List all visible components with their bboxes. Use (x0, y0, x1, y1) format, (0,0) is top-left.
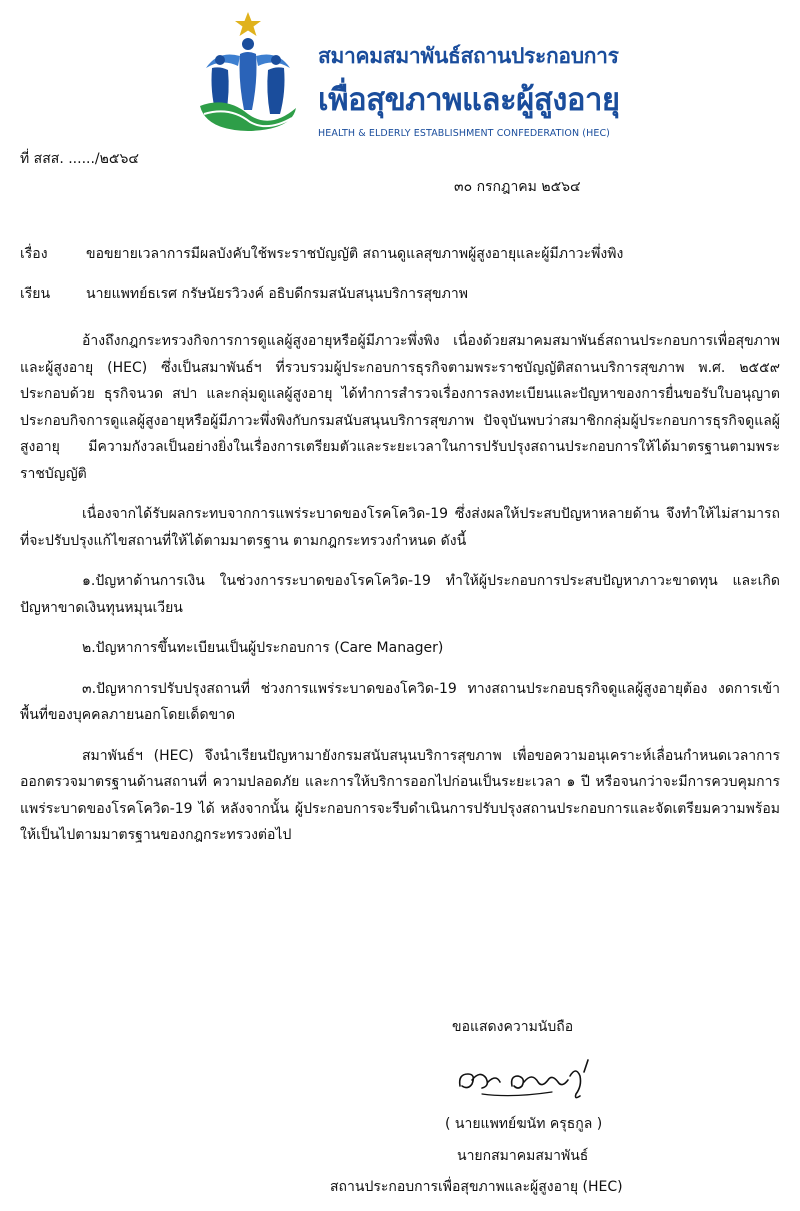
paragraph: ๓.ปัญหาการปรับปรุงสถานที่ ช่วงการแพร่ระบาดของโควิด-19 ทางสถานประกอบธุรกิจดูแลผู้สูงอายุต้อง งดการเข้าพื้นที่ของบุคคลภายนอกโดยเด็ดขาด (20, 680, 780, 723)
recipient-row (20, 284, 468, 304)
org-name-thai-line2: เพื่อสุขภาพและผู้สูงอายุ (318, 82, 620, 118)
org-name-thai-line1: สมาคมสมาพันธ์สถานประกอบการ (318, 44, 619, 68)
org-name-english: HEALTH & ELDERLY ESTABLISHMENT CONFEDERATION (HEC) (318, 128, 610, 139)
recipient-label: เรียน (20, 286, 51, 302)
letter-body (20, 328, 780, 863)
subject-text: ขอขยายเวลาการมีผลบังคับใช้พระราชบัญญัติ สถานดูแลสุขภาพผู้สูงอายุและผู้มีภาวะพึ่งพิง (86, 246, 624, 262)
paragraph: ๑.ปัญหาด้านการเงิน ในช่วงการระบาดของโรคโควิด-19 ทำให้ผู้ประกอบการประสบปัญหาภาวะขาดทุน และเกิดปัญหาขาดเงินทุนหมุนเวียน (20, 573, 780, 616)
subject-row (20, 244, 623, 264)
letter-date: ๓๐ กรกฎาคม ๒๕๖๔ (454, 179, 581, 195)
paragraph: ๒.ปัญหาการขึ้นทะเบียนเป็นผู้ประกอบการ (Care Manager) (82, 640, 444, 656)
paragraph: สมาพันธ์ฯ (HEC) จึงนำเรียนปัญหามายังกรมสนับสนุนบริการสุขภาพ เพื่อขอความอนุเคราะห์เลื่อนกำหนดเวลาการออกตรวจมาตรฐานด้านสถานที่ ความปลอดภัย และการให้บริการออกไปก่อนเป็นระยะเวลา ๑ ปี หรือจนกว่าจะมีการควบคุมการแพร่ระบาดของโรคโควิด-19 ได้ หลังจากนั้น ผู้ประกอบการจะรีบดำเนินการปรับปรุงสถานประกอบการและจัดเตรียมความพร้อมให้เป็นไปตามมาตรฐานของกฎกระทรวงต่อไป (20, 747, 780, 843)
paragraph: เนื่องจากได้รับผลกระทบจากการแพร่ระบาดของโรคโควิด-19 ซึ่งส่งผลให้ประสบปัญหาหลายด้าน จึงทำให้ไม่สามารถที่จะปรับปรุงแก้ไขสถานที่ให้ได้ตามมาตรฐาน ตามกฎกระทรวงกำหนด ดังนี้ (20, 506, 780, 549)
signer-name: ( นายแพทย์ฆนัท ครุธกูล ) (445, 1116, 603, 1132)
signer-position-line1: นายกสมาคมสมาพันธ์ (457, 1148, 589, 1164)
recipient-text: นายแพทย์ธเรศ กรัษนัยรวิวงค์ อธิบดีกรมสนับสนุนบริการสุขภาพ (86, 286, 468, 302)
handwritten-signature-icon (452, 1052, 612, 1104)
paragraph: อ้างถึงกฎกระทรวงกิจการการดูแลผู้สูงอายุหรือผู้มีภาวะพึ่งพิง เนื่องด้วยสมาคมสมาพันธ์สถานประกอบการเพื่อสุขภาพและผู้สูงอายุ (HEC) ซึ่งเป็นสมาพันธ์ฯ ที่รวบรวมผู้ประกอบการธุรกิจตามพระราชบัญญัติสถานบริการสุขภาพ พ.ศ. ๒๕๕๙ ประกอบด้วย ธุรกิจนวด สปา และกลุ่มดูแลผู้สูงอายุ ได้ทำการสำรวจเรื่องการลงทะเบียนและปัญหาของการยื่นขอรับใบอนุญาตประกอบกิจการดูแลผู้สูงอายุหรือผู้มีภาวะพึ่งพิงกับกรมสนับสนุนบริการสุขภาพ ปัจจุบันพบว่าสมาชิกกลุ่มผู้ประกอบการธุรกิจดูแลผู้สูงอายุ มีความกังวลเป็นอย่างยิ่งในเรื่องการเตรียมตัวและระยะเวลาในการปรับปรุงสถานประกอบการให้ได้มาตรฐานตามพระราชบัญญัติ (20, 333, 780, 482)
reference-number: ที่ สสส. ....../๒๕๖๔ (20, 151, 139, 167)
closing-text: ขอแสดงความนับถือ (452, 1019, 574, 1035)
signer-position-line2: สถานประกอบการเพื่อสุขภาพและผู้สูงอายุ (HEC) (330, 1179, 623, 1195)
subject-label: เรื่อง (20, 246, 48, 262)
hec-logo-icon (196, 10, 300, 132)
organization-name (318, 40, 788, 139)
